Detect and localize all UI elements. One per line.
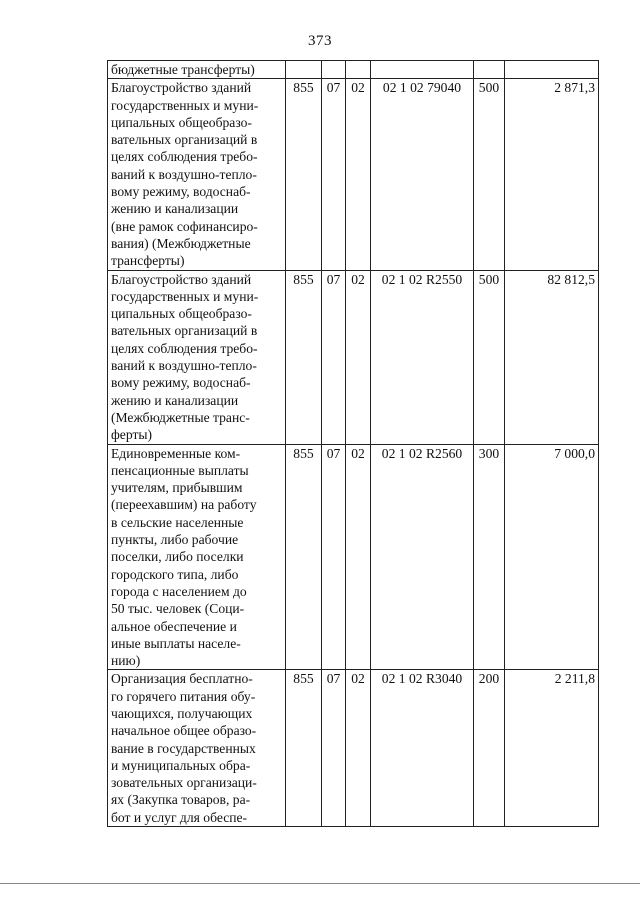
expense-type-code-cell: 300 — [474, 444, 505, 670]
expense-name-line: пенсационные выплаты — [111, 462, 249, 478]
subsection-code-cell: 02 — [346, 670, 371, 827]
expense-name-line: вому режиму, водоснаб- — [111, 184, 251, 200]
page-footer-divider — [0, 883, 640, 884]
admin-code-cell: 855 — [286, 670, 322, 827]
expense-name-cell — [108, 79, 286, 270]
expense-name-line: и муниципальных обра- — [111, 757, 251, 773]
target-item-code-cell: 02 1 02 R2560 — [371, 444, 474, 670]
expense-name-line: ципальных общеобразо- — [111, 306, 252, 322]
target-item-code-cell: 02 1 02 79040 — [371, 79, 474, 270]
target-item-code-cell: 02 1 02 R2550 — [371, 270, 474, 444]
expense-name-line: вому режиму, водоснаб- — [111, 375, 251, 391]
expense-name-line: целях соблюдения требо- — [111, 340, 258, 356]
expense-name-line: ях (Закупка товаров, ра- — [111, 792, 251, 808]
expense-name-cell — [108, 61, 286, 79]
page-number: 373 — [308, 33, 332, 49]
expense-name-line: жению и канализации — [111, 201, 239, 217]
amount-cell — [505, 61, 599, 79]
table-row — [108, 444, 599, 670]
expense-type-code-cell — [474, 61, 505, 79]
expense-name-line: бот и услуг для обеспе- — [111, 809, 248, 825]
expense-name-line: Благоустройство зданий — [111, 80, 252, 96]
expense-name-line: городского типа, либо — [111, 566, 239, 582]
expense-name-line: вательных организаций в — [111, 323, 258, 339]
section-code-cell: 07 — [322, 670, 346, 827]
expense-name-line: зовательных организаци- — [111, 775, 257, 791]
budget-table — [107, 60, 599, 827]
section-code-cell: 07 — [322, 444, 346, 670]
expense-name-line: ципальных общеобразо- — [111, 114, 252, 130]
expense-name-line: чающихся, получающих — [111, 705, 253, 721]
expense-name-line: вания) (Межбюджетные — [111, 235, 251, 251]
table-row — [108, 61, 599, 79]
expense-name-line: пункты, либо рабочие — [111, 532, 239, 548]
section-code-cell: 07 — [322, 270, 346, 444]
expense-name-line: вание в государственных — [111, 740, 256, 756]
amount-cell: 7 000,0 — [505, 444, 599, 670]
expense-name-line: 50 тыс. человек (Соци- — [111, 601, 245, 617]
expense-name-line: бюджетные трансферты) — [111, 62, 255, 77]
expense-name-line: начальное общее образо- — [111, 723, 257, 739]
expense-name-line: города с населением до — [111, 583, 247, 599]
expense-name-line: иные выплаты населе- — [111, 635, 241, 651]
expense-name-cell — [108, 444, 286, 670]
section-code-cell — [322, 61, 346, 79]
subsection-code-cell — [346, 61, 371, 79]
expense-type-code-cell: 500 — [474, 79, 505, 270]
amount-cell: 82 812,5 — [505, 270, 599, 444]
expense-name-line: жению и канализации — [111, 392, 239, 408]
subsection-code-cell: 02 — [346, 444, 371, 670]
admin-code-cell — [286, 61, 322, 79]
expense-type-code-cell: 500 — [474, 270, 505, 444]
expense-name-line: (вне рамок софинансиро- — [111, 218, 258, 234]
subsection-code-cell: 02 — [346, 79, 371, 270]
table-row — [108, 79, 599, 270]
expense-name-line: государственных и муни- — [111, 288, 259, 304]
expense-name-line: Организация бесплатно- — [111, 671, 253, 687]
expense-name-line: поселки, либо поселки — [111, 549, 244, 565]
expense-name-line: (Межбюджетные транс- — [111, 409, 250, 425]
budget-table-body — [108, 61, 599, 827]
expense-name-line: ваний к воздушно-тепло- — [111, 166, 257, 182]
table-row — [108, 670, 599, 827]
expense-name-line: (переехавшим) на работу — [111, 497, 257, 513]
expense-name-line: в сельские населенные — [111, 514, 244, 530]
expense-name-line: трансферты) — [111, 253, 185, 269]
section-code-cell: 07 — [322, 79, 346, 270]
admin-code-cell: 855 — [286, 79, 322, 270]
expense-name-line: нию) — [111, 653, 141, 669]
expense-name-line: целях соблюдения требо- — [111, 149, 258, 165]
admin-code-cell: 855 — [286, 270, 322, 444]
target-item-code-cell — [371, 61, 474, 79]
expense-name-line: Единовременные ком- — [111, 445, 241, 461]
amount-cell: 2 211,8 — [505, 670, 599, 827]
amount-cell: 2 871,3 — [505, 79, 599, 270]
expense-name-cell — [108, 670, 286, 827]
subsection-code-cell: 02 — [346, 270, 371, 444]
expense-name-cell — [108, 270, 286, 444]
target-item-code-cell: 02 1 02 R3040 — [371, 670, 474, 827]
expense-name-line: ферты) — [111, 427, 153, 443]
expense-name-line: вательных организаций в — [111, 132, 258, 148]
expense-name-line: Благоустройство зданий — [111, 271, 252, 287]
table-row — [108, 270, 599, 444]
expense-type-code-cell: 200 — [474, 670, 505, 827]
expense-name-line: альное обеспечение и — [111, 618, 237, 634]
expense-name-line: государственных и муни- — [111, 97, 259, 113]
expense-name-line: ваний к воздушно-тепло- — [111, 358, 257, 374]
admin-code-cell: 855 — [286, 444, 322, 670]
expense-name-line: учителям, прибывшим — [111, 480, 243, 496]
expense-name-line: го горячего питания обу- — [111, 688, 256, 704]
